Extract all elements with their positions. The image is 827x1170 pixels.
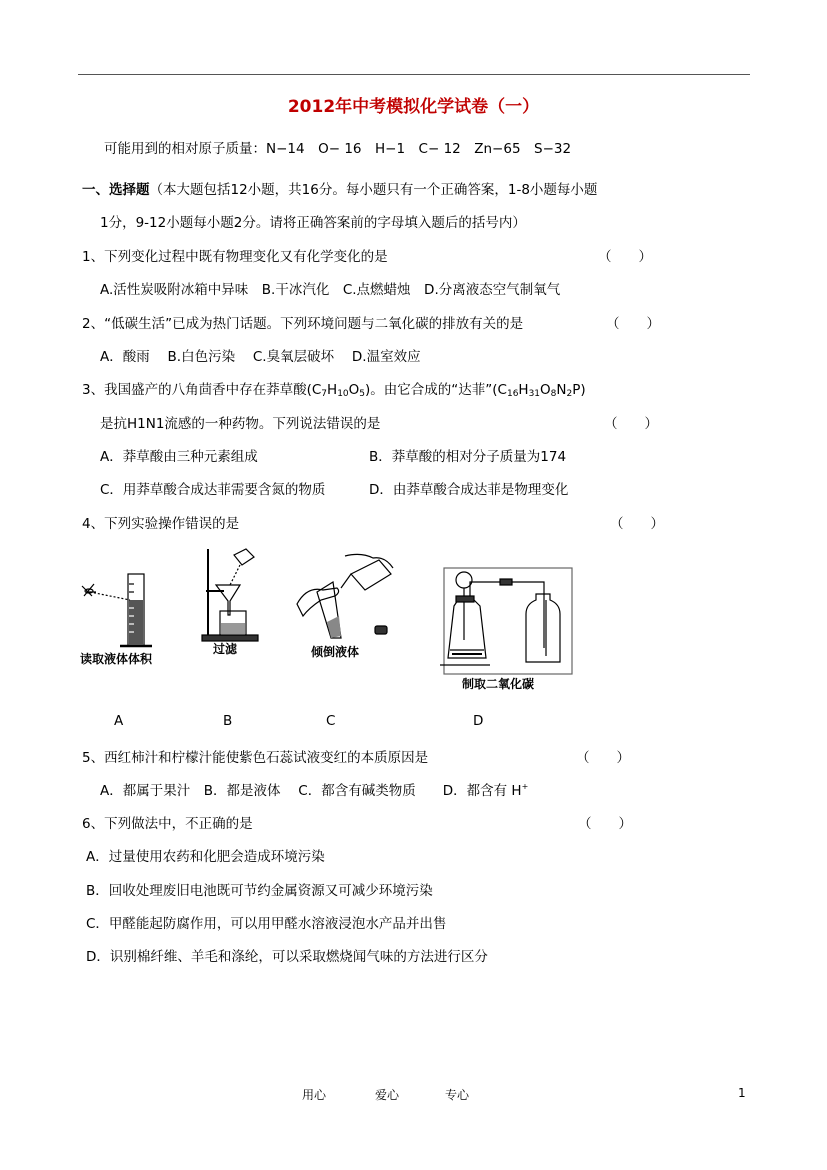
page-title: 2012年中考模拟化学试卷（一）: [287, 97, 540, 117]
q3-option-d: D．由莽草酸合成达菲是物理变化: [369, 482, 569, 498]
page-number: 1: [738, 1086, 746, 1100]
figure-a-label: 读取液体体积: [80, 652, 153, 666]
q6-option-a: A．过量使用农药和化肥会造成环境污染: [86, 849, 325, 865]
q6-answer-bracket[interactable]: （ ）: [578, 816, 632, 832]
q1-options: A.活性炭吸附冰箱中异味 B.干冰汽化 C.点燃蜡烛 D.分离液态空气制氧气: [100, 282, 561, 298]
figure-b-filtration: [196, 545, 266, 645]
formula-element: H: [327, 382, 338, 398]
header-rule: [78, 74, 750, 75]
q2-options: A．酸雨 B.白色污染 C.臭氧层破坏 D.温室效应: [100, 349, 421, 365]
q5-options: [100, 779, 528, 799]
q4-answer-bracket[interactable]: （ ）: [610, 516, 664, 532]
figure-d-co2-apparatus: [440, 566, 575, 676]
q4-letter-c: C: [326, 713, 336, 729]
figure-b-label: 过滤: [213, 642, 238, 656]
q3-option-a: A．莽草酸由三种元素组成: [100, 449, 258, 465]
q6-option-d: D．识别棉纤维、羊毛和涤纶，可以采取燃烧闻气味的方法进行区分: [86, 949, 488, 965]
figure-c-pouring-liquid: [293, 552, 398, 642]
section-1-heading: 一、选择题: [82, 182, 150, 198]
formula-element: N: [556, 382, 567, 398]
q3-stem-part-b: )。由它合成的“达菲”(C: [365, 382, 507, 398]
q3-option-b: B．莽草酸的相对分子质量为174: [369, 449, 567, 465]
formula-element: H: [518, 382, 529, 398]
section-1-desc-2: 1分，9-12小题每小题2分。请将正确答案前的字母填入题后的括号内）: [100, 215, 526, 231]
formula-subscript: 2: [566, 389, 573, 399]
formula-element: O: [348, 382, 360, 398]
q4-letter-b: B: [223, 713, 233, 729]
section-1-intro: [82, 178, 597, 198]
q3-option-c: C．用莽草酸合成达菲需要含氮的物质: [100, 482, 326, 498]
formula-subscript: 31: [528, 389, 541, 399]
q6-stem: 6、下列做法中，不正确的是: [82, 816, 253, 832]
q4-letter-a: A: [114, 713, 124, 729]
q3-answer-bracket[interactable]: （ ）: [604, 416, 658, 432]
q3-stem-line2: 是抗H1N1流感的一种药物。下列说法错误的是: [100, 416, 381, 432]
formula-subscript: 8: [550, 389, 557, 399]
q3-stem-line1: [82, 378, 586, 399]
q1-answer-bracket[interactable]: （ ）: [598, 249, 652, 265]
footer-item: 专心: [445, 1088, 470, 1102]
q6-option-b: B．回收处理废旧电池既可节约金属资源又可减少环境污染: [86, 883, 433, 899]
q1-stem: 1、下列变化过程中既有物理变化又有化学变化的是: [82, 249, 388, 265]
figure-d-label: 制取二氧化碳: [462, 677, 535, 691]
q5-superscript: +: [521, 782, 529, 791]
q3-stem-part-a: 3、我国盛产的八角茴香中存在莽草酸(C: [82, 382, 322, 398]
figure-a-graduated-cylinder: [76, 570, 176, 650]
q5-answer-bracket[interactable]: （ ）: [576, 750, 630, 766]
formula-element: P): [572, 382, 586, 398]
formula-subscript: 16: [506, 389, 519, 399]
q4-stem: 4、下列实验操作错误的是: [82, 516, 240, 532]
footer-item: 用心: [302, 1088, 327, 1102]
formula-subscript: 10: [337, 389, 349, 399]
q2-stem: 2、“低碳生活”已成为热门话题。下列环境问题与二氧化碳的排放有关的是: [82, 316, 524, 332]
q5-options-text: A．都属于果汁 B．都是液体 C．都含有碱类物质 D．都含有 H: [100, 783, 522, 799]
q6-option-c: C．甲醛能起防腐作用，可以用甲醛水溶液浸泡水产品并出售: [86, 916, 447, 932]
formula-subscript: 5: [359, 389, 366, 399]
formula-element: O: [540, 382, 551, 398]
q4-letter-d: D: [473, 713, 484, 729]
q5-stem: 5、西红柿汁和柠檬汁能使紫色石蕊试液变红的本质原因是: [82, 750, 429, 766]
figure-c-label: 倾倒液体: [311, 645, 360, 659]
section-1-desc-1: （本大题包括12小题，共16分。每小题只有一个正确答案，1-8小题每小题: [149, 182, 598, 198]
formula-subscript: 7: [321, 389, 328, 399]
atomic-masses: 可能用到的相对原子质量：N−14 O− 16 H−1 C− 12 Zn−65 S−32: [104, 141, 572, 157]
q2-answer-bracket[interactable]: （ ）: [606, 316, 660, 332]
footer-item: 爱心: [375, 1088, 400, 1102]
